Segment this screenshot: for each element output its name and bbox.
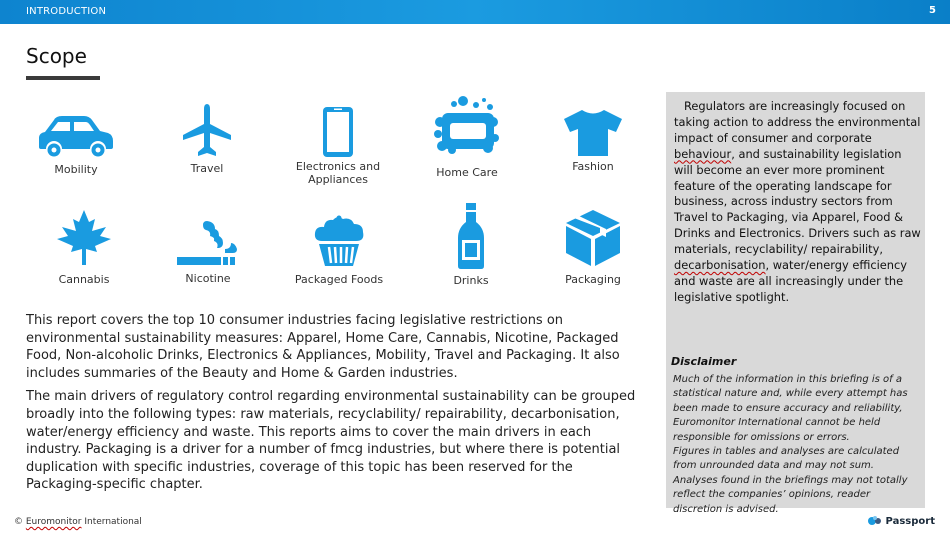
muffin-icon [310, 215, 368, 267]
industry-label: Fashion [572, 160, 614, 173]
body-text [26, 312, 638, 500]
industry-label: Drinks [453, 274, 489, 287]
title-underline [26, 76, 100, 80]
industry-label: Nicotine [185, 272, 231, 285]
industry-packaged-foods [284, 215, 394, 286]
industry-packaging [538, 208, 648, 286]
bottle-icon [456, 202, 486, 270]
industry-label: Home Care [436, 166, 498, 179]
industry-nicotine [153, 219, 263, 285]
industry-label: Cannabis [58, 273, 110, 286]
header-bar [0, 0, 950, 24]
section-label: INTRODUCTION [26, 6, 107, 17]
disclaimer-text [673, 373, 921, 517]
industry-fashion [538, 108, 648, 173]
tshirt-icon [562, 108, 624, 158]
cigarette-icon [175, 219, 241, 267]
industry-electronics [283, 106, 393, 186]
passport-logo [867, 515, 935, 527]
industry-cannabis [29, 210, 139, 286]
sidebar-panel [666, 92, 925, 515]
industry-label: Electronics and Appliances [295, 160, 381, 186]
passport-logo-icon [867, 515, 883, 527]
sidebar-summary: Regulators are increasingly focused on taking action to address the environmental impact of consumer and corporate behaviour, and sustainability legislation will become an ever more prominent feature of the operating landscape for business, across industry sectors from Travel to Packaging, via Apparel, Food & Drinks and Electronics. Drivers such as raw materials, recyclability/ repairability, decarbonisation, water/energy efficiency and waste are all increasingly under the legislative spotlight. [674, 99, 921, 304]
body-paragraph: The main drivers of regulatory control regarding environmental sustainability can be grouped broadly into the following types: raw materials, recyclability/ repairability, decarbonisation, water/energy efficiency and waste. This reports aims to cover the main drivers in each industry. Packaging is a driver for a number of fmcg industries, but where there is potential duplication with specific industries, coverage of this topic has been reserved for the Packaging-specific chapter. [26, 389, 636, 493]
page-number: 5 [929, 5, 936, 16]
disclaimer-title: Disclaimer [671, 355, 737, 368]
industry-label: Packaged Foods [294, 273, 384, 286]
industry-label: Packaging [565, 273, 621, 286]
page-title: Scope [26, 44, 87, 68]
industry-travel [152, 102, 262, 175]
cannabis-leaf-icon [55, 210, 113, 266]
industry-label: Mobility [54, 163, 98, 176]
copyright: © Euromonitor International [14, 517, 142, 527]
smartphone-icon [322, 106, 354, 158]
disclaimer-paragraph: Much of the information in this briefing is of a statistical nature and, while every attempt has been made to ensure accuracy and reliability, Euromonitor International cannot be held responsible for omissions or errors. [673, 374, 908, 443]
body-paragraph: This report covers the top 10 consumer industries facing legislative restrictions on environmental sustainability measures: Apparel, Home Care, Cannabis, Nicotine, Packaged Food, Non-alcoholic Drinks, Electronics & Appliances, Mobility, Travel and Packaging. It also includes summaries of the Beauty and Home & Garden industries. [26, 313, 620, 381]
industry-drinks [416, 202, 526, 287]
disclaimer-paragraph: Figures in tables and analyses are calculated from unrounded data and may not sum. Analyses found in the briefings may not totally reflect the companies’ opinions, reader discretion is advised. [673, 446, 908, 515]
car-icon [36, 114, 116, 158]
industry-mobility [21, 114, 131, 176]
sponge-icon [432, 96, 502, 158]
passport-brand: Passport [885, 515, 935, 527]
industry-label: Travel [190, 162, 224, 175]
airplane-icon [179, 102, 235, 158]
box-icon [563, 208, 623, 268]
industry-homecare [412, 96, 522, 179]
